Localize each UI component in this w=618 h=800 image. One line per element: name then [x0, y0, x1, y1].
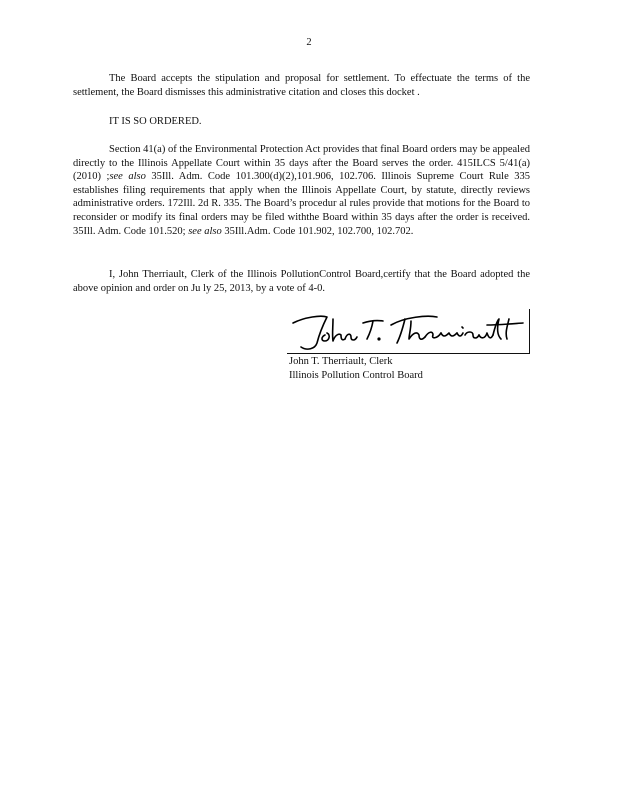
appeal-text-c: 35Ill.Adm. Code 101.902, 102.700, 102.702. — [221, 225, 414, 237]
appeal-paragraph — [73, 143, 530, 238]
settlement-paragraph: The Board accepts the stipulation and proposal for settlement. To effectuate the terms of the settlement, the Board dismisses this administrative citation and closes this docket . — [73, 73, 530, 98]
clerk-signature-caption — [289, 355, 423, 382]
settlement-paragraph-block — [73, 72, 530, 99]
clerk-name: John T. Therriault, Clerk — [289, 356, 393, 367]
so-ordered-line: IT IS SO ORDERED. — [109, 116, 202, 127]
see-also-italic-2: see also — [188, 225, 222, 237]
certification-paragraph: I, John Therriault, Clerk of the Illinois PollutionControl Board,certify that the Board adopted the above opinion and order on Ju ly 25, 2013, by a vote of 4-0. — [73, 269, 530, 294]
appeal-text-b: 35Ill. Adm. Code 101.300(d)(2),101.906, 102.706. Illinois Supreme Court Rule 335 establishes filing requirements that apply when the Illinois Appellate Court, by statute, directly reviews administrative orders. 172Ill. 2d R. 335. The Board’s procedur al rules provide that motions for the Board to reconsider or modify its final orders may be filed withthe Board within 35 days after the order is received. 35Ill. Adm. Code 101.520; — [73, 171, 530, 237]
clerk-organization: Illinois Pollution Control Board — [289, 369, 423, 381]
certification-paragraph-block — [73, 268, 530, 295]
handwritten-signature — [287, 309, 529, 353]
appeal-paragraph-block — [73, 143, 530, 238]
appeal-text-a: Section 41(a) of the Environmental Protection Act provides that final Board orders may be appealed directly to the Illinois Appellate Court within 35 days after the Board serves the order. 415ILCS 5/41(a) (2010) ; — [73, 144, 530, 183]
see-also-italic-1: see also — [109, 171, 146, 183]
signature-block — [287, 309, 530, 354]
page-number: 2 — [306, 37, 312, 48]
